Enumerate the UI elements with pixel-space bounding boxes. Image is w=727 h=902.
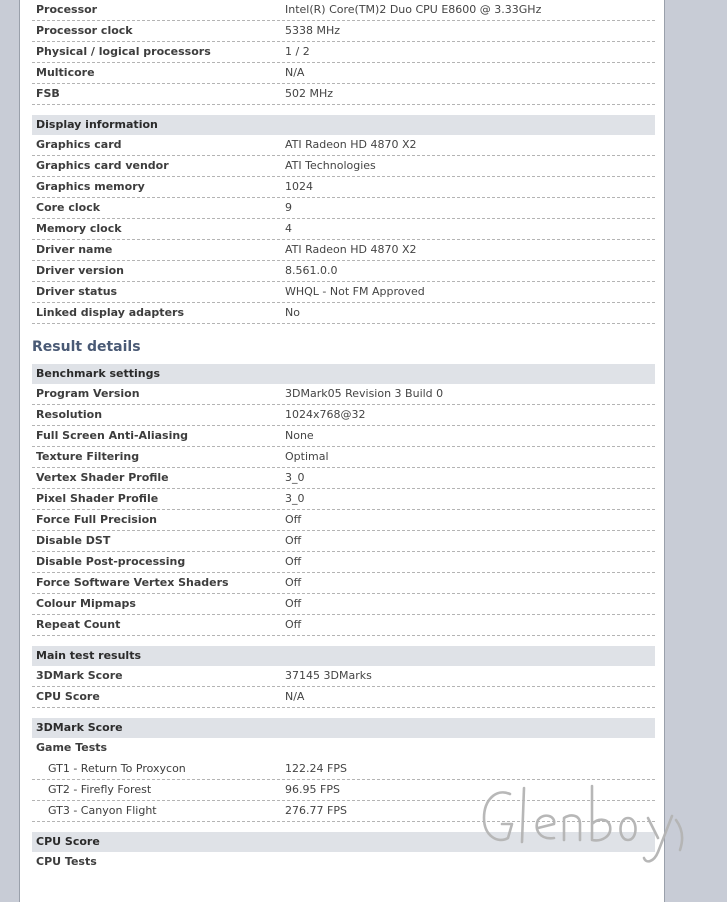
section-heading: 3DMark Score bbox=[32, 718, 655, 738]
table-row bbox=[32, 531, 655, 552]
row-value: 1 / 2 bbox=[285, 45, 310, 58]
row-value: Off bbox=[285, 597, 302, 610]
row-value: None bbox=[285, 429, 314, 442]
table-row bbox=[32, 84, 655, 105]
row-value: 1024x768@32 bbox=[285, 408, 366, 421]
row-label: Graphics card vendor bbox=[36, 159, 169, 172]
row-label: Force Full Precision bbox=[36, 513, 157, 526]
row-label: Memory clock bbox=[36, 222, 122, 235]
table-row bbox=[32, 468, 655, 489]
section-heading: CPU Score bbox=[32, 832, 655, 852]
row-value: 3DMark05 Revision 3 Build 0 bbox=[285, 387, 444, 400]
row-label: Driver status bbox=[36, 285, 118, 298]
results-content bbox=[32, 0, 655, 873]
row-label: Processor bbox=[36, 3, 98, 16]
row-value: Off bbox=[285, 555, 302, 568]
row-value: Off bbox=[285, 618, 302, 631]
spacer bbox=[32, 105, 655, 115]
row-label: Full Screen Anti-Aliasing bbox=[36, 429, 189, 442]
row-label: Force Software Vertex Shaders bbox=[36, 576, 229, 589]
row-value: WHQL - Not FM Approved bbox=[285, 285, 425, 298]
glenboy-watermark-logo bbox=[478, 780, 698, 880]
row-label: Resolution bbox=[36, 408, 103, 421]
table-row bbox=[32, 21, 655, 42]
row-value: ATI Radeon HD 4870 X2 bbox=[285, 138, 417, 151]
table-row bbox=[32, 594, 655, 615]
table-row bbox=[32, 687, 655, 708]
row-label: Repeat Count bbox=[36, 618, 121, 631]
row-label: Processor clock bbox=[36, 24, 133, 37]
table-row bbox=[32, 282, 655, 303]
table-row bbox=[32, 615, 655, 636]
row-value: 1024 bbox=[285, 180, 313, 193]
row-label: Disable DST bbox=[36, 534, 111, 547]
table-row bbox=[32, 666, 655, 687]
row-label: Multicore bbox=[36, 66, 95, 79]
row-value: 3_0 bbox=[285, 492, 305, 505]
row-label: GT1 - Return To Proxycon bbox=[48, 762, 186, 775]
row-label: Disable Post-processing bbox=[36, 555, 186, 568]
row-label: Core clock bbox=[36, 201, 101, 214]
section-heading: Display information bbox=[32, 115, 655, 135]
table-row bbox=[32, 489, 655, 510]
table-row bbox=[32, 156, 655, 177]
row-value: 5338 MHz bbox=[285, 24, 341, 37]
spacer bbox=[32, 708, 655, 718]
row-label: GT2 - Firefly Forest bbox=[48, 783, 152, 796]
benchmark-settings-table bbox=[32, 364, 655, 636]
main-test-results-table bbox=[32, 646, 655, 708]
row-value: Optimal bbox=[285, 450, 329, 463]
row-label: Graphics memory bbox=[36, 180, 145, 193]
row-label: Colour Mipmaps bbox=[36, 597, 136, 610]
spacer bbox=[32, 636, 655, 646]
row-value: No bbox=[285, 306, 300, 319]
row-value: 276.77 FPS bbox=[285, 804, 347, 817]
row-label: Texture Filtering bbox=[36, 450, 140, 463]
row-label: GT3 - Canyon Flight bbox=[48, 804, 157, 817]
row-label: CPU Score bbox=[36, 690, 100, 703]
row-value: Intel(R) Core(TM)2 Duo CPU E8600 @ 3.33GHz bbox=[285, 3, 542, 16]
table-row bbox=[32, 261, 655, 282]
row-label: Driver version bbox=[36, 264, 124, 277]
table-row bbox=[32, 42, 655, 63]
row-value: 8.561.0.0 bbox=[285, 264, 338, 277]
section-heading: Benchmark settings bbox=[32, 364, 655, 384]
processor-table bbox=[32, 0, 655, 105]
row-value: 4 bbox=[285, 222, 292, 235]
row-value: Off bbox=[285, 513, 302, 526]
result-details-title: Result details bbox=[32, 339, 141, 355]
table-row bbox=[32, 177, 655, 198]
table-row bbox=[32, 240, 655, 261]
display-information-table bbox=[32, 115, 655, 324]
results-page bbox=[19, 0, 665, 902]
table-row bbox=[32, 63, 655, 84]
row-label: Pixel Shader Profile bbox=[36, 492, 159, 505]
table-row bbox=[32, 447, 655, 468]
table-row bbox=[32, 384, 655, 405]
row-label: 3DMark Score bbox=[36, 669, 123, 682]
row-label: Graphics card bbox=[36, 138, 122, 151]
row-value: Off bbox=[285, 576, 302, 589]
group-label-row bbox=[32, 738, 655, 759]
table-row bbox=[32, 552, 655, 573]
row-value: 3_0 bbox=[285, 471, 305, 484]
table-row bbox=[32, 303, 655, 324]
table-row bbox=[32, 405, 655, 426]
row-label: Driver name bbox=[36, 243, 113, 256]
row-value: ATI Technologies bbox=[285, 159, 376, 172]
table-row bbox=[32, 0, 655, 21]
row-value: N/A bbox=[285, 66, 305, 79]
table-row bbox=[32, 135, 655, 156]
row-value: 96.95 FPS bbox=[285, 783, 340, 796]
group-label: CPU Tests bbox=[36, 855, 97, 868]
row-value: N/A bbox=[285, 690, 305, 703]
row-label: Program Version bbox=[36, 387, 140, 400]
row-label: FSB bbox=[36, 87, 60, 100]
row-value: 502 MHz bbox=[285, 87, 334, 100]
row-value: 37145 3DMarks bbox=[285, 669, 372, 682]
table-row bbox=[32, 510, 655, 531]
row-value: ATI Radeon HD 4870 X2 bbox=[285, 243, 417, 256]
row-value: Off bbox=[285, 534, 302, 547]
section-heading: Main test results bbox=[32, 646, 655, 666]
table-row bbox=[32, 759, 655, 780]
row-value: 122.24 FPS bbox=[285, 762, 347, 775]
row-label: Linked display adapters bbox=[36, 306, 185, 319]
row-label: Vertex Shader Profile bbox=[36, 471, 169, 484]
row-label: Physical / logical processors bbox=[36, 45, 211, 58]
group-label: Game Tests bbox=[36, 741, 108, 754]
table-row bbox=[32, 426, 655, 447]
table-row bbox=[32, 573, 655, 594]
table-row bbox=[32, 198, 655, 219]
row-value: 9 bbox=[285, 201, 292, 214]
table-row bbox=[32, 219, 655, 240]
